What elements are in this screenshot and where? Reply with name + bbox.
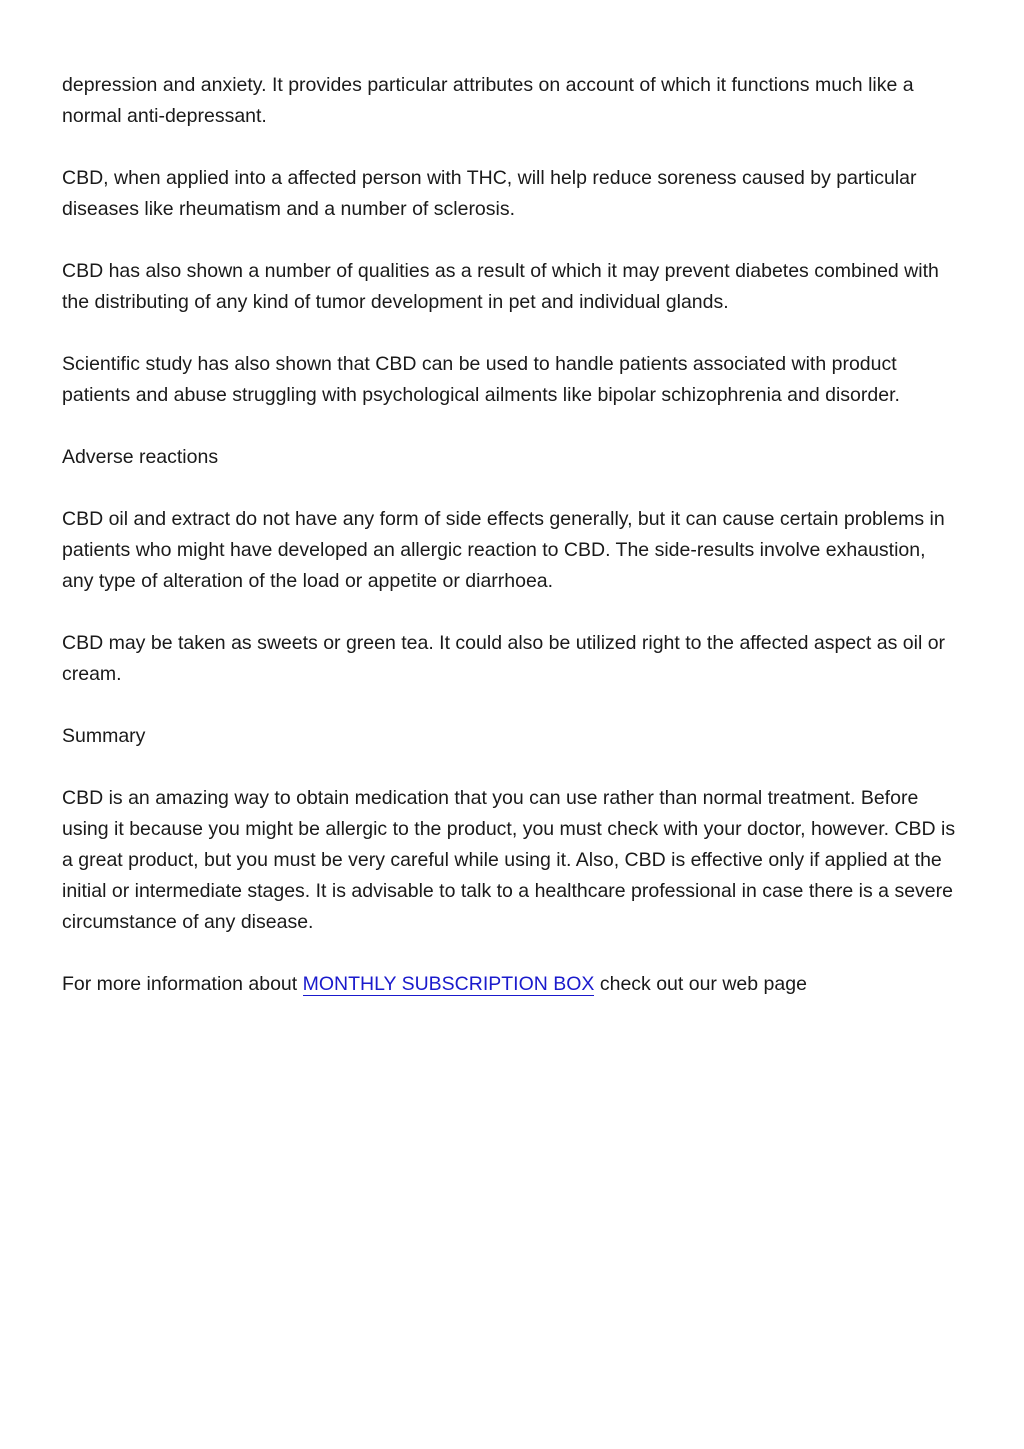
paragraph-usage-forms: CBD may be taken as sweets or green tea. It could also be utilized right to the affected aspect as oil or cream. [62,632,946,685]
paragraph-side-effects: CBD oil and extract do not have any form of side effects generally, but it can cause certain problems in patients who might have developed an allergic reaction to CBD. The side-results involve exhaustion, any type of alteration of the load or appetite or diarrhoea. [62,508,945,592]
more-info-suffix: check out our web page [594,973,807,995]
more-info-prefix: For more information about [62,973,303,995]
paragraph-more-info [62,969,962,1000]
paragraph-summary: CBD is an amazing way to obtain medication that you can use rather than normal treatment. Before using it because you might be allergic to the product, you must check with your doctor, however. CBD is a great product, but you must be very careful while using it. Also, CBD is effective only if applied at the initial or intermediate stages. It is advisable to talk to a healthcare professional in case there is a severe circumstance of any disease. [62,787,956,933]
paragraph-depression-anxiety: depression and anxiety. It provides particular attributes on account of which it functions much like a normal anti-depressant. [62,74,914,127]
document-body [62,70,962,1031]
paragraph-scientific-study: Scientific study has also shown that CBD can be used to handle patients associated with product patients and abuse struggling with psychological ailments like bipolar schizophrenia and disorder. [62,353,900,406]
heading-summary: Summary [62,725,146,747]
paragraph-cbd-diabetes: CBD has also shown a number of qualities as a result of which it may prevent diabetes combined with the distributing of any kind of tumor development in pet and individual glands. [62,260,939,313]
heading-adverse-reactions: Adverse reactions [62,446,219,468]
monthly-subscription-box-link[interactable]: MONTHLY SUBSCRIPTION BOX [302,973,595,995]
paragraph-cbd-thc-soreness: CBD, when applied into a affected person with THC, will help reduce soreness caused by particular diseases like rheumatism and a number of sclerosis. [62,167,917,220]
